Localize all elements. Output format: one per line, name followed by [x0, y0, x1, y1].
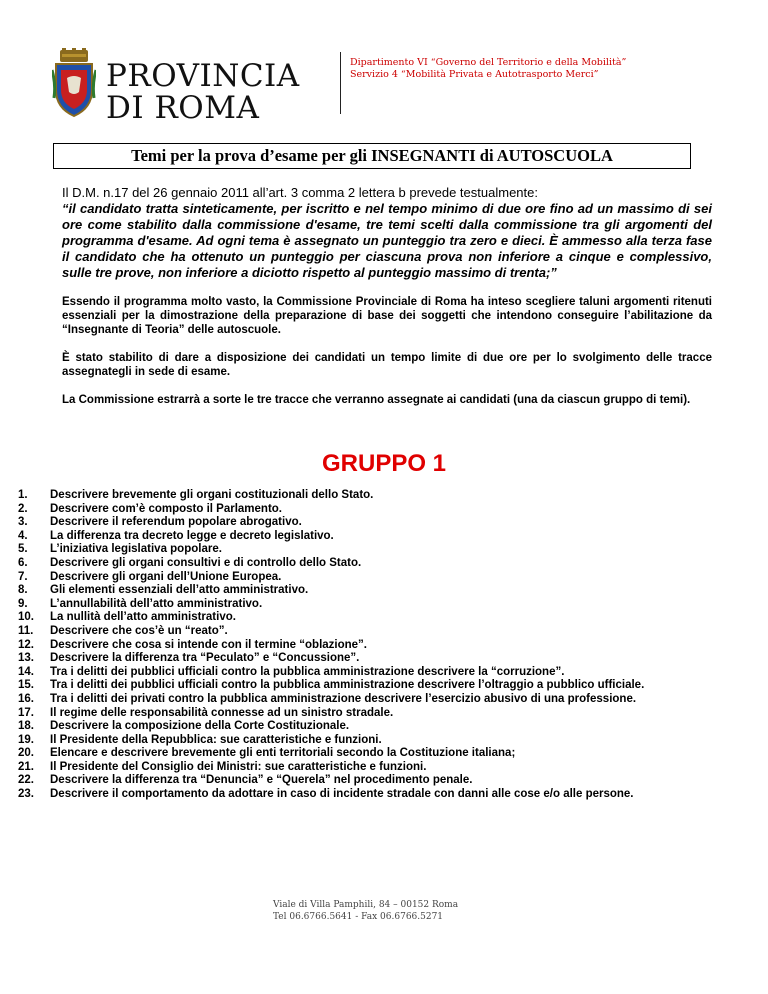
list-item — [18, 598, 713, 612]
province-name-line1: PROVINCIA — [106, 58, 300, 94]
department-line: Dipartimento VI “Governo del Territorio e della Mobilità” — [350, 57, 627, 68]
list-item — [18, 543, 713, 557]
list-item-text: Il Presidente del Consiglio dei Ministri: sue caratteristiche e funzioni. — [50, 760, 427, 773]
province-name-line2: DI ROMA — [106, 90, 260, 126]
list-item-text: Gli elementi essenziali dell’atto amministrativo. — [50, 584, 309, 597]
list-item-number: 12. — [18, 638, 34, 651]
list-item — [18, 652, 713, 666]
list-item-number: 11. — [18, 624, 34, 637]
list-item — [18, 707, 713, 721]
list-item — [18, 693, 713, 707]
decree-quote: “il candidato tratta sinteticamente, per iscritto e nel tempo minimo di due ore fino ad un massimo di sei ore come stabilito dalla commissione d'esame, tre temi scelti dalla commissione tra gli argomenti del programma d'esame. Ad ogni tema è assegnato un punteggio tra zero e dieci. È ammesso alla terza fase il candidato che ha ottenuto un punteggio per ciascuna prova non inferiore a cinque e complessivo, sulle tre prove, non inferiore a diciotto rispetto al punteggio massimo di trenta;” — [62, 201, 712, 280]
footer-address — [273, 899, 458, 923]
list-item-text: Tra i delitti dei pubblici ufficiali contro la pubblica amministrazione descrivere la “corruzione”. — [50, 665, 565, 678]
list-item-text: Descrivere la differenza tra “Denuncia” e “Querela” nel procedimento penale. — [50, 774, 473, 787]
list-item-text: Descrivere la composizione della Corte Costituzionale. — [50, 720, 350, 733]
list-item-text: L’annullabilità dell’atto amministrativo. — [50, 597, 263, 610]
list-item — [18, 584, 713, 598]
list-item-text: Descrivere la differenza tra “Peculato” e “Concussione”. — [50, 652, 360, 665]
list-item-text: Descrivere che cosa si intende con il termine “oblazione”. — [50, 638, 367, 651]
list-item-number: 4. — [18, 529, 28, 542]
list-item-number: 13. — [18, 652, 34, 665]
list-item-text: Descrivere che cos’è un “reato”. — [50, 624, 228, 637]
list-item-text: Descrivere gli organi dell’Unione Europea. — [50, 570, 282, 583]
address-line: Viale di Villa Pamphili, 84 – 00152 Roma — [273, 900, 459, 910]
list-item-text: La nullità dell’atto amministrativo. — [50, 611, 236, 624]
list-item — [18, 557, 713, 571]
list-item-number: 20. — [18, 747, 34, 760]
list-item-text: Descrivere com’è composto il Parlamento. — [50, 502, 283, 515]
list-item-text: Il Presidente della Repubblica: sue caratteristiche e funzioni. — [50, 733, 382, 746]
list-item — [18, 489, 713, 503]
list-item-number: 19. — [18, 733, 34, 746]
list-item-number: 15. — [18, 679, 34, 692]
list-item-number: 10. — [18, 611, 34, 624]
province-name — [106, 60, 300, 124]
list-item — [18, 530, 713, 544]
list-item-number: 8. — [18, 584, 28, 597]
list-item-text: Descrivere brevemente gli organi costituzionali dello Stato. — [50, 489, 374, 501]
topic-list — [18, 489, 713, 802]
service-line: Servizio 4 “Mobilità Privata e Autotrasporto Merci” — [350, 69, 599, 80]
list-item-number: 7. — [18, 570, 28, 583]
list-item — [18, 516, 713, 530]
header-divider — [340, 52, 341, 114]
intro-text: Il D.M. n.17 del 26 gennaio 2011 all’art. 3 comma 2 lettera b prevede testualmente: — [62, 185, 538, 200]
list-item — [18, 734, 713, 748]
contact-line: Tel 06.6766.5641 - Fax 06.6766.5271 — [273, 912, 444, 922]
province-crest-icon — [52, 48, 96, 118]
list-item-number: 1. — [18, 489, 28, 501]
document-title: Temi per la prova d’esame per gli INSEGNANTI di AUTOSCUOLA — [53, 143, 691, 169]
paragraph-time-limit: È stato stabilito di dare a disposizione dei candidati un tempo limite di due ore per lo svolgimento delle tracce assegnategli in sede di esame. — [62, 352, 712, 378]
list-item-number: 3. — [18, 516, 28, 529]
paragraph-draw: La Commissione estrarrà a sorte le tre tracce che verranno assegnate ai candidati (una da ciascun gruppo di temi). — [62, 394, 691, 406]
document-body — [62, 185, 712, 407]
list-item-text: Descrivere il comportamento da adottare in caso di incidente stradale con danni alle cose e/o alle persone. — [50, 788, 634, 801]
list-item-number: 18. — [18, 720, 34, 733]
list-item-number: 23. — [18, 788, 34, 801]
list-item-number: 14. — [18, 665, 34, 678]
list-item-text: La differenza tra decreto legge e decreto legislativo. — [50, 529, 334, 542]
list-item-text: Descrivere gli organi consultivi e di controllo dello Stato. — [50, 556, 362, 569]
list-item — [18, 774, 713, 788]
paragraph-program: Essendo il programma molto vasto, la Commissione Provinciale di Roma ha inteso scegliere taluni argomenti ritenuti essenziali per la dimostrazione della preparazione di base dei soggetti che intendono conseguire l’abilitazione da “Insegnante di Teoria” delle autoscuole. — [62, 296, 712, 336]
list-item — [18, 571, 713, 585]
list-item — [18, 666, 713, 680]
list-item-number: 21. — [18, 760, 34, 773]
list-item-number: 5. — [18, 543, 28, 556]
list-item-number: 22. — [18, 774, 34, 787]
list-item-number: 2. — [18, 502, 28, 515]
list-item — [18, 720, 713, 734]
list-item-text: Tra i delitti dei privati contro la pubblica amministrazione descrivere l’esercizio abusivo di una professione. — [50, 692, 637, 705]
list-item-text: L’iniziativa legislativa popolare. — [50, 543, 222, 556]
list-item-text: Tra i delitti dei pubblici ufficiali contro la pubblica amministrazione descrivere l’oltraggio a pubblico ufficiale. — [50, 679, 645, 692]
list-item-number: 17. — [18, 706, 34, 719]
list-item-number: 6. — [18, 556, 28, 569]
list-item — [18, 761, 713, 775]
list-item-text: Elencare e descrivere brevemente gli enti territoriali secondo la Costituzione italiana; — [50, 747, 516, 760]
group-title: GRUPPO 1 — [321, 450, 447, 477]
list-item — [18, 611, 713, 625]
list-item — [18, 788, 713, 802]
list-item-text: Descrivere il referendum popolare abrogativo. — [50, 516, 302, 529]
list-item — [18, 679, 713, 693]
list-item-number: 9. — [18, 597, 28, 610]
list-item-text: Il regime delle responsabilità connesse ad un sinistro stradale. — [50, 706, 394, 719]
department-info — [350, 57, 626, 81]
list-item — [18, 625, 713, 639]
list-item — [18, 503, 713, 517]
list-item — [18, 747, 713, 761]
list-item — [18, 639, 713, 653]
list-item-number: 16. — [18, 692, 34, 705]
